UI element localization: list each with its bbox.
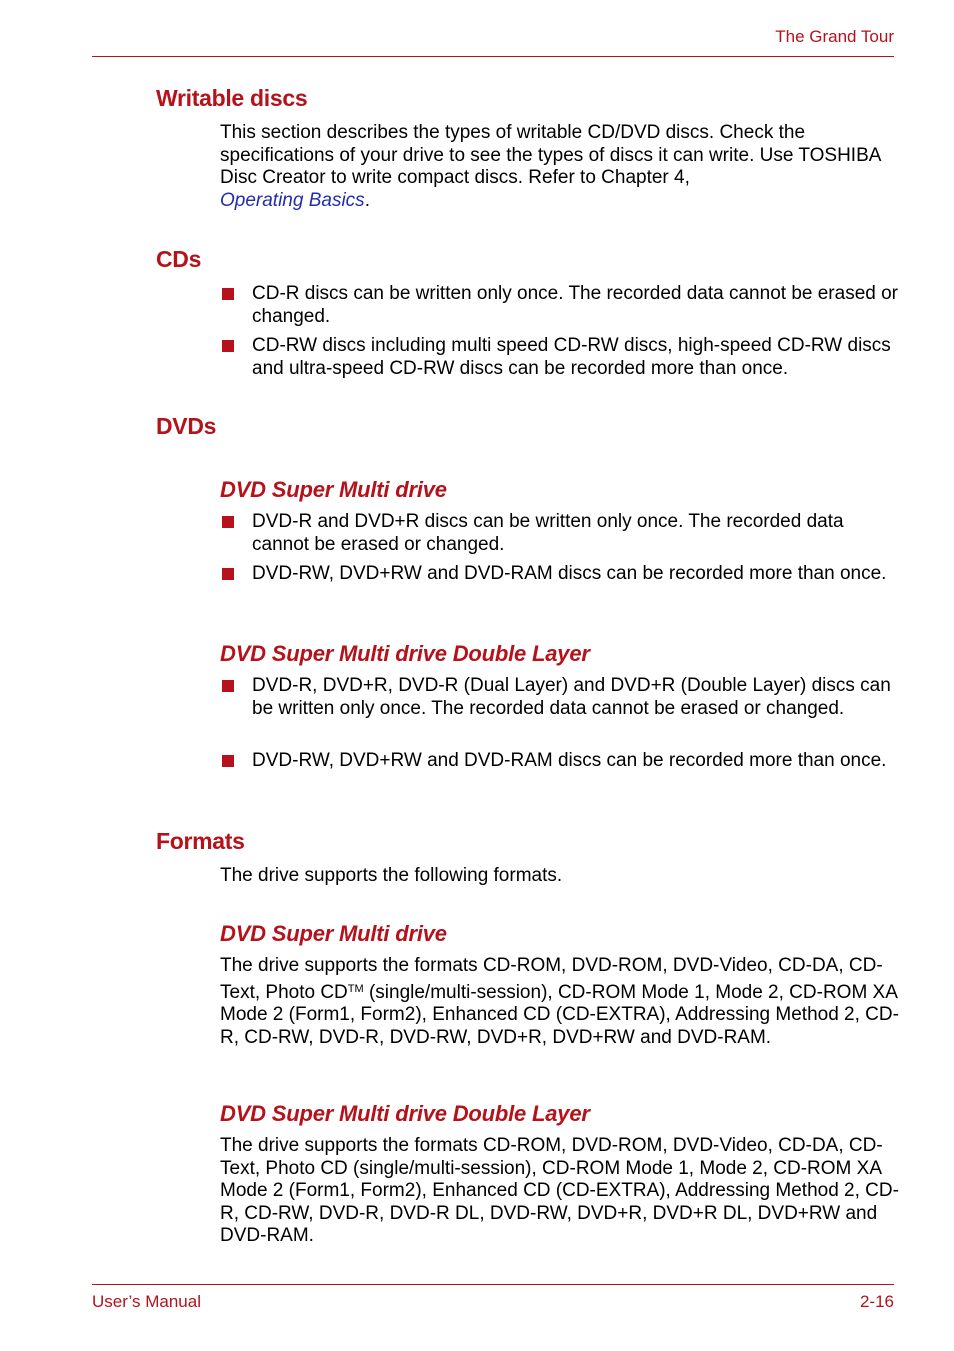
heading-formats: Formats [156,828,245,854]
heading-writable-discs: Writable discs [156,85,308,111]
footer-manual-title: User’s Manual [92,1292,201,1311]
list-item-text: DVD-RW, DVD+RW and DVD-RAM discs can be recorded more than once. [252,750,887,771]
formats-double-paragraph: The drive supports the formats CD-ROM, DVD-ROM, DVD-Video, CD-DA, CD-Text, Photo CD (single/multi-session), CD-ROM Mode 1, Mode 2, CD-ROM XA Mode 2 (Form1, Form2), Enhanced CD (CD-EXTRA), Addressing Method 2, CD-R, CD-RW, DVD-R, DVD-R DL, DVD-RW, DVD+R, DVD+R DL, DVD+RW and DVD-RAM. [220,1135,899,1247]
operating-basics-link[interactable]: Operating Basics [220,189,365,211]
subheading-dvd-super-multi: DVD Super Multi drive [220,477,447,502]
bullet-square-icon [222,516,234,528]
trademark-mark: TM [347,982,364,995]
bullet-square-icon [222,755,234,767]
list-item-text: DVD-R, DVD+R, DVD-R (Dual Layer) and DVD+R (Double Layer) discs can be written only once. The recorded data cannot be erased or changed. [252,675,891,719]
bullet-square-icon [222,288,234,300]
heading-dvds: DVDs [156,413,217,439]
bullet-square-icon [222,340,234,352]
subheading-dvd-super-multi-double-layer: DVD Super Multi drive Double Layer [220,641,590,666]
subheading-formats-dvd-super-multi-double-layer: DVD Super Multi drive Double Layer [220,1101,590,1126]
writable-intro-paragraph [220,122,900,212]
page-number: 2-16 [859,1292,894,1311]
header-rule [92,56,894,57]
formats-multi-text: The drive supports the formats CD-ROM, DVD-ROM, DVD-Video, CD-DA, CD-Text, Photo CD [220,955,883,1003]
list-item-text: CD-R discs can be written only once. The recorded data cannot be erased or changed. [252,283,898,327]
subheading-formats-dvd-super-multi: DVD Super Multi drive [220,921,447,946]
formats-multi-paragraph [220,955,900,1049]
formats-multi-text-cont: (single/multi-session), CD-ROM Mode 1, Mode 2, CD-ROM XA Mode 2 (Form1, Form2), Enhanced CD (CD-EXTRA), Addressing Method 2, CD-R, CD-RW, DVD-R, DVD-RW, DVD+R, DVD+RW and DVD-RAM. [220,981,899,1048]
heading-cds: CDs [156,246,202,272]
bullet-square-icon [222,680,234,692]
footer-rule [92,1284,894,1285]
list-item-text: DVD-R and DVD+R discs can be written only once. The recorded data cannot be erased or changed. [252,511,844,555]
running-header: The Grand Tour [775,27,894,46]
bullet-square-icon [222,568,234,580]
formats-intro: The drive supports the following formats. [220,865,563,886]
list-item-text: DVD-RW, DVD+RW and DVD-RAM discs can be recorded more than once. [252,563,887,584]
list-item-text: CD-RW discs including multi speed CD-RW discs, high-speed CD-RW discs and ultra-speed CD-RW discs can be recorded more than once. [252,335,891,379]
writable-intro-text: This section describes the types of writable CD/DVD discs. Check the specifications of your drive to see the types of discs it can write. Use TOSHIBA Disc Creator to write compact discs. Refer to Chapter 4, [220,122,881,189]
writable-intro-end: . [364,189,370,211]
